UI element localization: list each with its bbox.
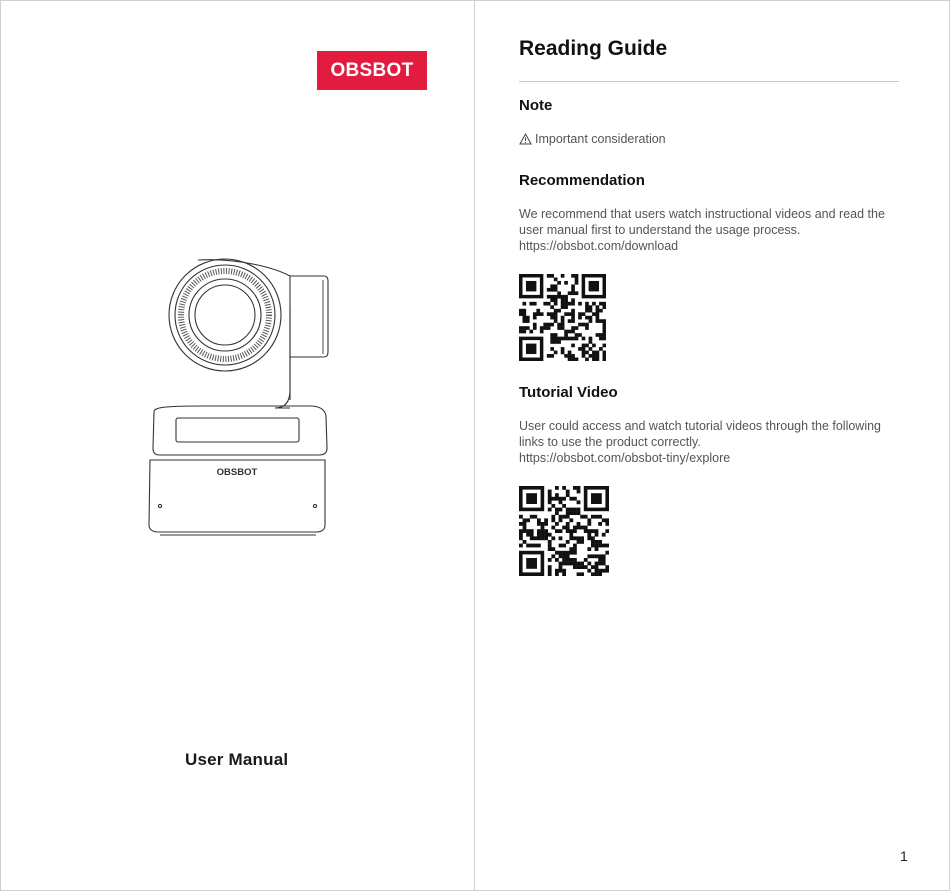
note-text: Important consideration (535, 132, 666, 146)
page-title: Reading Guide (519, 37, 668, 60)
camera-illustration (140, 250, 340, 545)
tutorial-link[interactable]: https://obsbot.com/obsbot-tiny/explore (519, 451, 731, 465)
tutorial-line: User could access and watch tutorial videos through the following (519, 419, 882, 433)
device-brand-label: OBSBOT (216, 467, 258, 478)
recommendation-body (519, 206, 904, 254)
title-rule (519, 81, 899, 82)
tutorial-line: links to use the product correctly. (519, 435, 701, 449)
manual-title: User Manual (185, 750, 289, 769)
page-number: 1 (900, 848, 908, 864)
tutorial-qr-code[interactable] (519, 486, 609, 576)
warning-triangle-icon (519, 133, 532, 145)
brand-logo-text: OBSBOT (330, 59, 414, 81)
download-link[interactable]: https://obsbot.com/download (519, 239, 679, 253)
note-heading: Note (519, 97, 553, 114)
spread-divider (474, 0, 475, 891)
tutorial-body (519, 418, 904, 466)
recommendation-line: We recommend that users watch instructional videos and read the (519, 207, 885, 221)
brand-logo (317, 51, 427, 90)
download-qr-code[interactable] (519, 274, 606, 361)
note-line (519, 132, 666, 146)
tutorial-heading: Tutorial Video (519, 384, 618, 401)
recommendation-line: user manual first to understand the usage process. (519, 223, 801, 237)
recommendation-heading: Recommendation (519, 172, 645, 189)
